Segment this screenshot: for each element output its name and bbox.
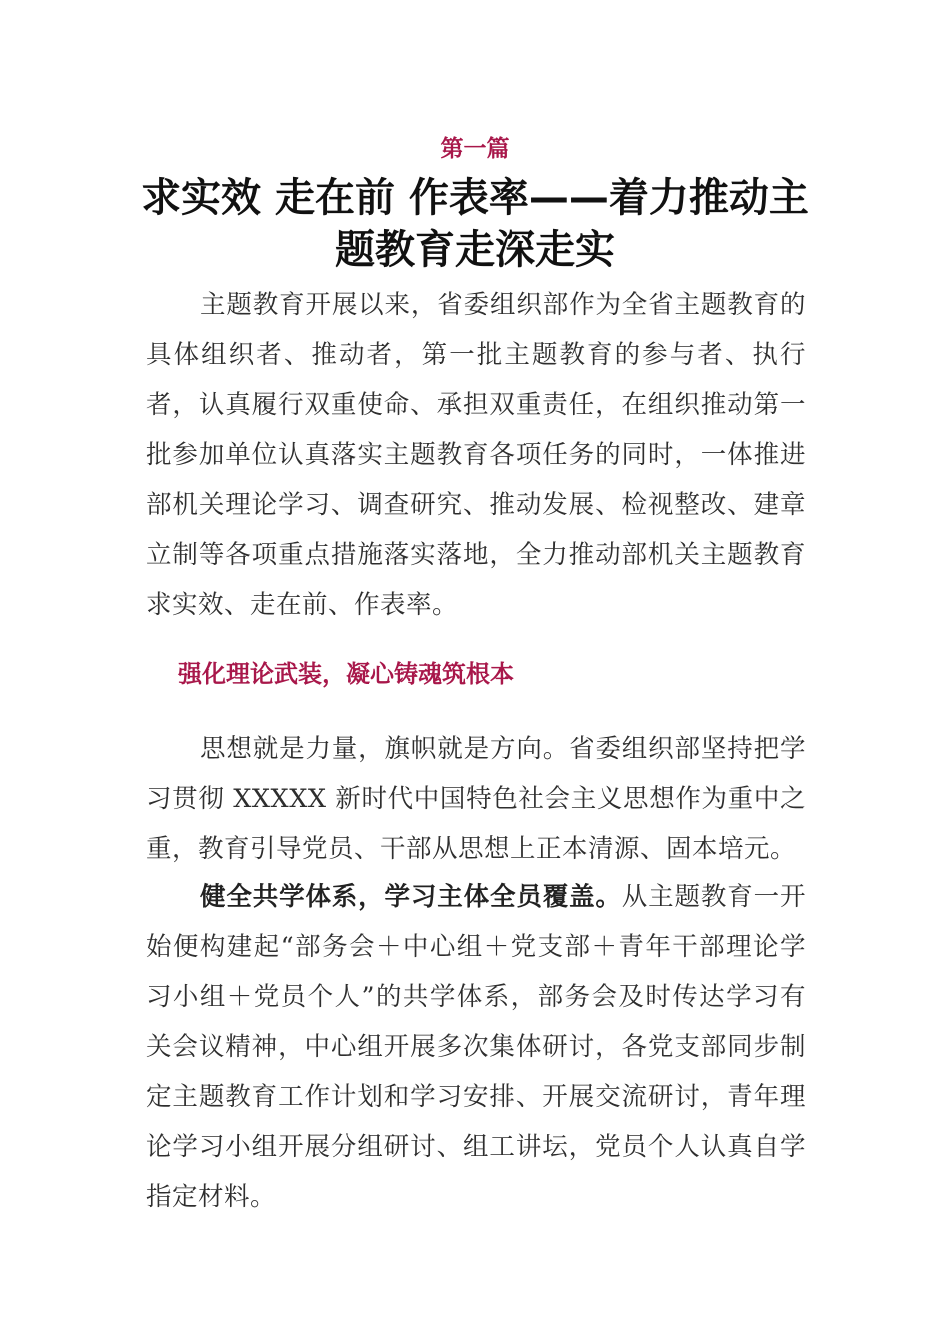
point1-lead: 健全共学体系，学习主体全员覆盖。 [200,882,622,912]
section-intro-paragraph: 思想就是力量，旗帜就是方向。省委组织部坚持把学习贯彻 XXXXX 新时代中国特色社会主义思想作为重中之重，教育引导党员、干部从思想上正本清源、固本培元。 [146,734,806,864]
point1-body: 从主题教育一开始便构建起“部务会＋中心组＋党支部＋青年干部理论学习小组＋党员个人”的共学体系，部务会及时传达学习有关会议精神，中心组开展多次集体研讨，各党支部同步制定主题教育工作计划和学习安排、开展交流研讨，青年理论学习小组开展分组研讨、组工讲坛，党员个人认真自学指定材料。 [146,882,806,1212]
document-pretitle: 第一篇 [440,136,510,162]
intro-paragraph: 主题教育开展以来，省委组织部作为全省主题教育的具体组织者、推动者，第一批主题教育的参与者、执行者，认真履行双重使命、承担双重责任，在组织推动第一批参加单位认真落实主题教育各项任务的同时，一体推进部机关理论学习、调查研究、推动发展、检视整改、建章立制等各项重点措施落实落地，全力推动部机关主题教育求实效、走在前、作表率。 [146,290,806,620]
section-heading: 强化理论武装，凝心铸魂筑根本 [178,660,514,688]
document-title: 求实效 走在前 作表率——着力推动主题教育走深走实 [141,175,809,273]
point1-paragraph [146,872,806,1222]
